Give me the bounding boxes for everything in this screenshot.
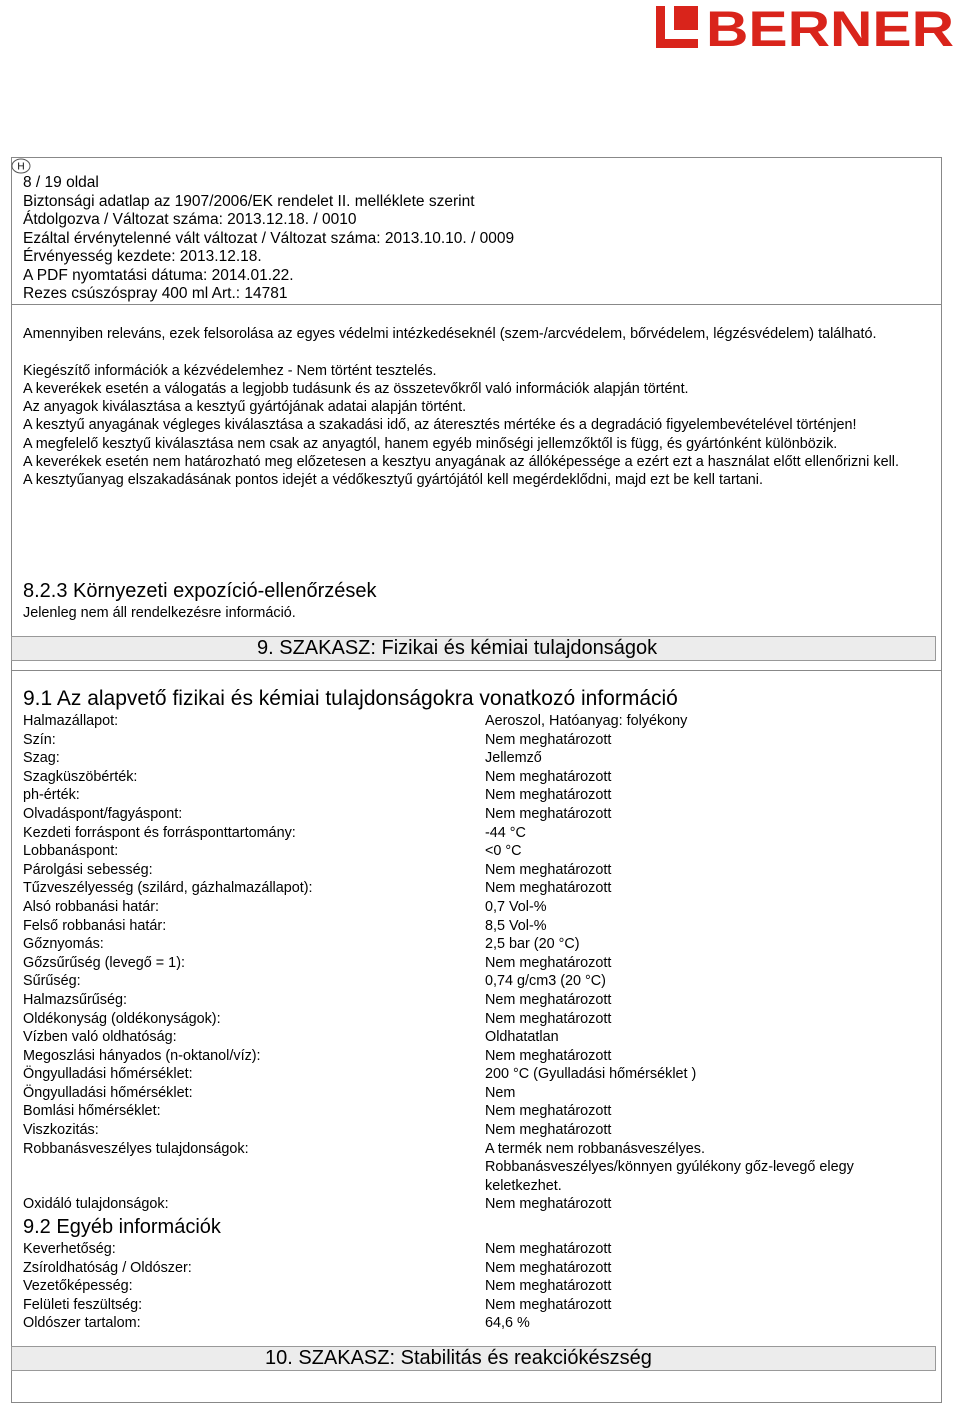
- property-label: Tűzveszélyesség (szilárd, gázhalmazállapot):: [23, 880, 313, 897]
- property-label: Alsó robbanási határ:: [23, 898, 159, 915]
- print-date-line: A PDF nyomtatási dátuma: 2014.01.22.: [23, 266, 294, 284]
- valid-from-line: Érvényesség kezdete: 2013.12.18.: [23, 248, 262, 265]
- logo-wordmark: BERNER: [706, 1, 954, 50]
- table-row: [23, 1065, 933, 1084]
- property-label: Szagküszöbérték:: [23, 768, 138, 785]
- property-value: Nem meghatározott: [485, 768, 612, 785]
- table-row: [23, 842, 933, 861]
- paragraph: A keverékek esetén a válogatás a legjobb tudásunk és az összetevőkről való információk alapján történt.: [23, 380, 689, 397]
- property-label: Sűrűség:: [23, 973, 81, 990]
- property-value: -44 °C: [485, 824, 526, 841]
- property-value: 64,6 %: [485, 1315, 530, 1332]
- table-row: [23, 805, 933, 824]
- language-badge-icon: [11, 156, 31, 176]
- table-row: [23, 1277, 933, 1296]
- paragraph: A kesztyűanyag elszakadásának pontos idejét a védőkesztyű gyártójától kell megérdeklődni, majd ezt be kell tartani.: [23, 472, 763, 489]
- regulation-line: Biztonsági adatlap az 1907/2006/EK rendelet II. melléklete szerint: [23, 192, 475, 210]
- paragraph: A keverékek esetén nem határozható meg előzetesen a kesztyu anyagának az állóképessége a ezért ezt a használat előtt ellenőrizni kell.: [23, 454, 899, 471]
- table-row: [23, 879, 933, 898]
- property-label: Öngyulladási hőmérséklet:: [23, 1066, 193, 1083]
- property-value: 8,5 Vol-%: [485, 917, 547, 934]
- property-label: Öngyulladási hőmérséklet:: [23, 1084, 193, 1101]
- property-value: Nem meghatározott: [485, 805, 612, 822]
- property-label: Halmazsűrűség:: [23, 991, 127, 1008]
- table-row: [23, 935, 933, 954]
- property-label: Keverhetőség:: [23, 1241, 116, 1258]
- property-value: Nem meghatározott: [485, 1259, 612, 1276]
- properties-table: [23, 712, 933, 1333]
- property-value: Nem meghatározott: [485, 1103, 612, 1120]
- property-label: Robbanásveszélyes tulajdonságok:: [23, 1140, 249, 1157]
- section-divider: [11, 670, 942, 671]
- table-row: [23, 1084, 933, 1103]
- paragraph: Amennyiben releváns, ezek felsorolása az egyes védelmi intézkedéseknél (szem-/arcvédelem, bőrvédelem, légzésvédelem) található.: [23, 326, 877, 342]
- table-row: [23, 712, 933, 731]
- table-row: [23, 1195, 933, 1214]
- value-line: A termék nem robbanásveszélyes.: [485, 1140, 705, 1157]
- table-row: [23, 1010, 933, 1029]
- property-label: Megoszlási hányados (n-oktanol/víz):: [23, 1047, 261, 1064]
- table-row: [23, 749, 933, 768]
- property-label: Szag:: [23, 750, 60, 767]
- property-label: Vízben való oldhatóság:: [23, 1029, 177, 1046]
- property-label: Zsíroldhatóság / Oldószer:: [23, 1259, 192, 1276]
- property-value: Nem meghatározott: [485, 1278, 612, 1295]
- property-value: <0 °C: [485, 843, 522, 860]
- paragraph: Az anyagok kiválasztása a kesztyű gyártójának adatai alapján történt.: [23, 399, 467, 416]
- subsection-title-92: 9.2 Egyéb információk: [23, 1216, 221, 1239]
- product-line: Rezes csúszóspray 400 ml Art.: 14781: [23, 285, 288, 302]
- section-9-title: 9. SZAKASZ: Fizikai és kémiai tulajdonságok: [257, 637, 658, 659]
- page-number: 8 / 19 oldal: [23, 174, 99, 191]
- table-row: [23, 824, 933, 843]
- language-code: H: [17, 161, 25, 173]
- table-row: [23, 917, 933, 936]
- property-value: Nem meghatározott: [485, 1196, 612, 1213]
- property-label: ph-érték:: [23, 787, 80, 804]
- table-row: [23, 1140, 933, 1196]
- property-label: Felületi feszültség:: [23, 1296, 143, 1313]
- table-row: [23, 731, 933, 750]
- property-label: Olvadáspont/fagyáspont:: [23, 805, 183, 822]
- property-value: Nem meghatározott: [485, 1122, 612, 1139]
- table-row: [23, 861, 933, 880]
- table-row: [23, 786, 933, 805]
- property-value: 0,74 g/cm3 (20 °C): [485, 973, 606, 990]
- table-row: [23, 1028, 933, 1047]
- property-value: Nem meghatározott: [485, 787, 612, 804]
- property-value: Nem meghatározott: [485, 954, 612, 971]
- property-value: Nem meghatározott: [485, 1296, 612, 1313]
- table-row: [23, 898, 933, 917]
- property-label: Szín:: [23, 731, 56, 748]
- table-row: [23, 991, 933, 1010]
- property-label: Oldószer tartalom:: [23, 1315, 141, 1332]
- property-value: Nem meghatározott: [485, 1010, 612, 1027]
- table-row: [23, 1240, 933, 1259]
- property-value: 2,5 bar (20 °C): [485, 936, 580, 953]
- paragraph: A megfelelő kesztyű kiválasztása nem csak az anyagtól, hanem egyéb minőségi jellemzőktől is függ, és gyártónként különbözik.: [23, 435, 838, 452]
- subsection-title-91: 9.1 Az alapvető fizikai és kémiai tulajdonságokra vonatkozó információ: [23, 687, 678, 710]
- property-value: Jellemző: [485, 750, 542, 767]
- property-value: Nem meghatározott: [485, 991, 612, 1008]
- property-label: Lobbanáspont:: [23, 843, 119, 860]
- property-label: Oxidáló tulajdonságok:: [23, 1196, 169, 1213]
- property-label: Bomlási hőmérséklet:: [23, 1103, 161, 1120]
- property-value: Oldhatatlan: [485, 1029, 559, 1046]
- table-row: [23, 1121, 933, 1140]
- property-value: Nem meghatározott: [485, 731, 612, 748]
- section-10-band: [11, 1346, 936, 1371]
- property-value: 0,7 Vol-%: [485, 898, 547, 915]
- berner-logo: [656, 0, 956, 50]
- section-9-band: [11, 636, 936, 661]
- table-row: [23, 1102, 933, 1121]
- property-label: Gőznyomás:: [23, 936, 104, 953]
- property-label: Kezdeti forráspont és forrásponttartomány:: [23, 824, 296, 841]
- property-value: Nem meghatározott: [485, 1047, 612, 1064]
- property-value: Aeroszol, Hatóanyag: folyékony: [485, 713, 688, 729]
- revision-line: Átdolgozva / Változat száma: 2013.12.18. / 0010: [23, 211, 357, 228]
- table-row: [23, 1047, 933, 1066]
- property-value: Nem: [485, 1084, 516, 1101]
- subsection-text-823: Jelenleg nem áll rendelkezésre információ.: [23, 605, 296, 621]
- property-value: Nem meghatározott: [485, 1241, 612, 1258]
- property-value: [485, 1140, 925, 1196]
- table-row: [23, 972, 933, 991]
- property-value: Nem meghatározott: [485, 880, 612, 897]
- table-row: [23, 1259, 933, 1278]
- hand-protection-text: [23, 325, 933, 490]
- section-10-title: 10. SZAKASZ: Stabilitás és reakciókészség: [265, 1347, 652, 1369]
- table-row: [23, 1314, 933, 1333]
- property-value: Nem meghatározott: [485, 861, 612, 878]
- property-label: Oldékonyság (oldékonyságok):: [23, 1010, 221, 1027]
- document-header: [23, 174, 514, 304]
- subsection-title-823: 8.2.3 Környezeti expozíció-ellenőrzések: [23, 580, 377, 602]
- property-label: Gőzsűrűség (levegő = 1):: [23, 954, 185, 971]
- header-divider: [11, 304, 942, 305]
- property-label: Párolgási sebesség:: [23, 861, 153, 878]
- property-value: 200 °C (Gyulladási hőmérséklet ): [485, 1066, 697, 1083]
- table-row: [23, 768, 933, 787]
- property-label: Viszkozitás:: [23, 1122, 99, 1139]
- superseded-line: Ezáltal érvénytelenné vált változat / Változat száma: 2013.10.10. / 0009: [23, 229, 515, 247]
- table-row: [23, 954, 933, 973]
- value-line: Robbanásveszélyes/könnyen gyúlékony gőz-levegő elegy keletkezhet.: [485, 1159, 854, 1194]
- paragraph: A kesztyű anyagának végleges kiválasztása a szakadási idő, az áteresztés mértéke és a degradáció figyelembevételével történjen!: [23, 417, 857, 434]
- property-label: Halmazállapot:: [23, 713, 119, 729]
- property-label: Vezetőképesség:: [23, 1278, 133, 1295]
- property-label: Felső robbanási határ:: [23, 917, 167, 934]
- table-row: [23, 1296, 933, 1315]
- paragraph: Kiegészítő információk a kézvédelemhez - Nem történt tesztelés.: [23, 362, 437, 379]
